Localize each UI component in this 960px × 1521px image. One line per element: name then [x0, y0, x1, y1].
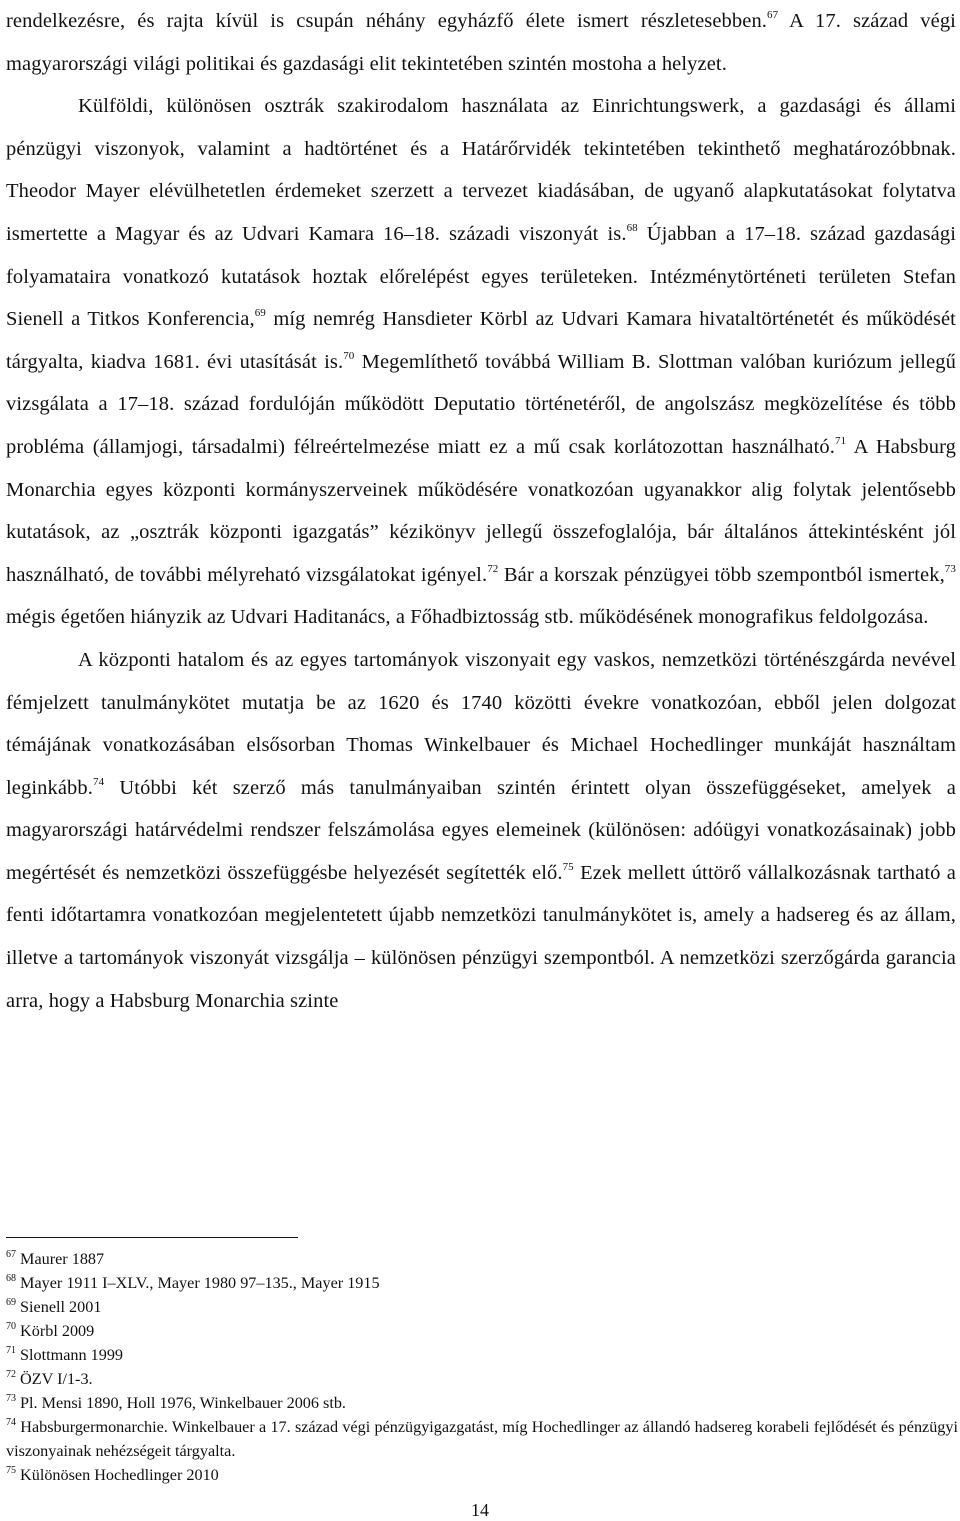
footnote-text: Habsburgermonarchie. Winkelbauer a 17. század végi pénzügyigazgatást, míg Hochedlinger az állandó hadsereg korabeli fejlődését és pénzügyi viszonyainak nehézségeit tárgyalta. — [6, 1418, 958, 1460]
footnote-67 — [6, 1247, 958, 1271]
text-run: Utóbbi két szerző más tanulmányaiban szintén érintett olyan összefüggéseket, amelyek a magyarországi határvédelmi rendszer felszámolása egyes elemeinek (különösen: adóügyi vonatkozásainak) jobb megértését és nemzetközi összefüggésbe helyezését segítették elő. — [6, 776, 956, 884]
text-run: A Habsburg Monarchia egyes központi kormányszerveinek működésére vonatkozóan ugyanakkor alig folytak jelentősebb kutatások, az „osztrák központi igazgatás” kézikönyv jellegű összefoglalója, bár általános áttekintésként jól használható, de további mélyreható vizsgálatokat igényel. — [6, 435, 956, 586]
footnote-ref-75[interactable]: 75 — [562, 860, 574, 873]
footnote-text: Mayer 1911 I–XLV., Mayer 1980 97–135., Mayer 1915 — [20, 1274, 380, 1292]
footnote-ref-71[interactable]: 71 — [834, 434, 847, 447]
footnote-number: 75 — [6, 1465, 16, 1476]
document-page — [6, 0, 956, 1022]
footnote-ref-68[interactable]: 68 — [626, 221, 638, 234]
footnote-text: Maurer 1887 — [20, 1250, 105, 1268]
footnote-ref-67[interactable]: 67 — [767, 9, 779, 21]
footnote-68 — [6, 1271, 958, 1295]
text-run: Bár a korszak pénzügyei több szempontból ismertek, — [498, 563, 945, 586]
paragraph-1 — [6, 0, 956, 85]
footnotes-section — [6, 1247, 958, 1487]
footnote-number: 69 — [6, 1297, 16, 1308]
footnote-number: 74 — [6, 1417, 16, 1428]
footnote-ref-69[interactable]: 69 — [254, 307, 266, 320]
paragraph-2 — [6, 85, 956, 639]
page-number: 14 — [471, 1500, 489, 1520]
text-run: rendelkezésre, és rajta kívül is csupán néhány egyházfő élete ismert részletesebben. — [6, 10, 768, 32]
footnote-number: 67 — [6, 1249, 16, 1260]
text-run: Újabban a 17–18. század gazdasági folyamataira vonatkozó kutatások hoztak előrelépést egyes területeken. Intézménytörténeti területen Stefan Sienell a Titkos Konferencia, — [6, 222, 956, 331]
footnote-number: 68 — [6, 1273, 16, 1284]
text-run: Külföldi, különösen osztrák szakirodalom használata az Einrichtungswerk, a gazdasági és állami pénzügyi viszonyok, valamint a hadtörténet és a Határőrvidék tekintetében tekinthető meghatározóbbnak. Theodor Mayer elévülhetetlen érdemeket szerzett a tervezet kiadásában, de ugyanő alapkutatásokat folytatva ismertette a Magyar és az Udvari Kamara 16–18. századi viszonyát is. — [6, 95, 956, 245]
text-run: A 17. század végi magyarországi világi politikai és gazdasági elit tekintetében szintén mostoha a helyzet. — [6, 10, 956, 75]
footnote-74 — [6, 1415, 958, 1463]
text-run: Megemlíthető továbbá William B. Slottman valóban kuriózum jellegű vizsgálata a 17–18. század fordulóján működött Deputatio történetéről, de angolszász megközelítése és több probléma (államjogi, társadalmi) félreértelmezése miatt ez a mű csak korlátozottan használható. — [6, 350, 956, 458]
footnote-number: 72 — [6, 1369, 16, 1380]
footnote-71 — [6, 1343, 958, 1367]
footnote-ref-72[interactable]: 72 — [487, 562, 499, 575]
footnote-text: Slottmann 1999 — [20, 1346, 124, 1364]
footnote-ref-70[interactable]: 70 — [343, 349, 355, 362]
footnote-73 — [6, 1391, 958, 1415]
footnote-70 — [6, 1319, 958, 1343]
text-run: A központi hatalom és az egyes tartományok viszonyait egy vaskos, nemzetközi történészgárda nevével fémjelzett tanulmánykötet mutatja be az 1620 és 1740 közötti évekre vonatkozóan, ebből jelen dolgozat témájának vonatkozásában elsősorban Thomas Winkelbauer és Michael Hochedlinger munkáját használtam leginkább. — [6, 648, 956, 799]
footnote-text: Különösen Hochedlinger 2010 — [20, 1466, 219, 1484]
text-run: Ezek mellett úttörő vállalkozásnak tartható a fenti időtartamra vonatkozóan megjelentetett újabb nemzetközi tanulmánykötet is, amely a hadsereg és az állam, illetve a tartományok viszonyát vizsgálja – különösen pénzügyi szempontból. A nemzetközi szerzőgárda garancia arra, hogy a Habsburg Monarchia szinte — [6, 861, 956, 1012]
footnote-number: 73 — [6, 1393, 16, 1404]
footnote-number: 71 — [6, 1345, 16, 1356]
footnote-text: Pl. Mensi 1890, Holl 1976, Winkelbauer 2006 stb. — [20, 1394, 346, 1412]
footnote-ref-74[interactable]: 74 — [92, 775, 105, 788]
footnote-number: 70 — [6, 1321, 16, 1332]
paragraph-3 — [6, 639, 956, 1022]
footnote-75 — [6, 1463, 958, 1487]
footnote-text: Körbl 2009 — [20, 1322, 95, 1340]
text-run: míg nemrég Hansdieter Körbl az Udvari Kamara hivataltörténetét és működését tárgyalta, kiadva 1681. évi utasítását is. — [6, 308, 956, 373]
footnote-text: ÖZV I/1-3. — [20, 1370, 93, 1388]
footnote-72 — [6, 1367, 958, 1391]
footnote-text: Sienell 2001 — [20, 1298, 102, 1316]
footnote-69 — [6, 1295, 958, 1319]
text-run: mégis égetően hiányzik az Udvari Haditanács, a Főhadbiztosság stb. működésének monografikus feldolgozása. — [6, 606, 929, 629]
footnote-ref-73[interactable]: 73 — [944, 562, 956, 575]
footnote-separator — [6, 1237, 298, 1238]
